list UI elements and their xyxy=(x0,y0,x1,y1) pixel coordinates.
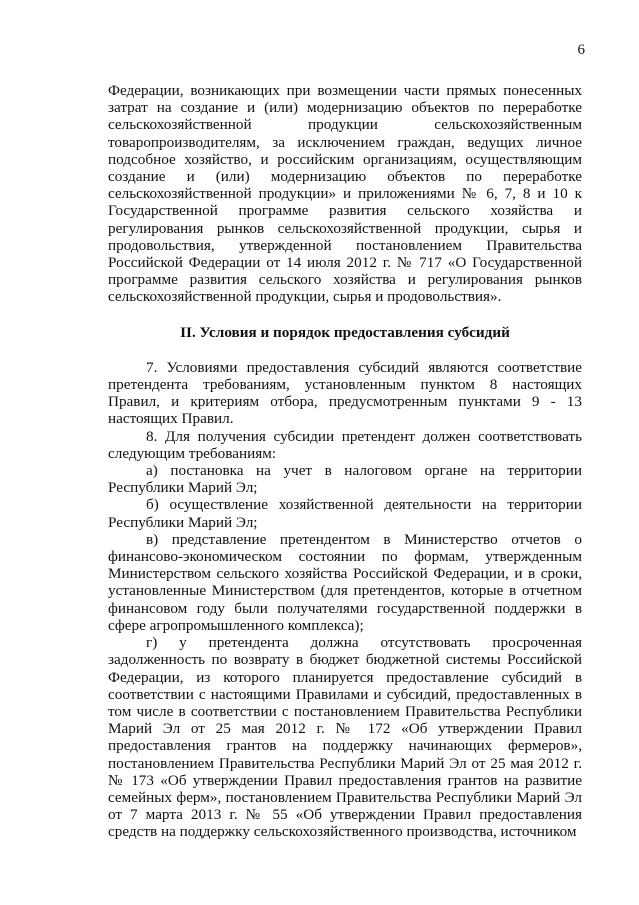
paragraph-8: 8. Для получения субсидии претендент должен соответствовать следующим требованиям: xyxy=(108,427,582,462)
paragraph-7: 7. Условиями предоставления субсидий являются соответствие претендента требованиям, установленным пунктом 8 настоящих Правил, и критериям отбора, предусмотренным пунктами 9 - 13 настоящих Правил. xyxy=(108,358,582,428)
list-item-a: а) постановка на учет в налоговом органе на территории Республики Марий Эл; xyxy=(108,462,582,497)
list-item-b: б) осуществление хозяйственной деятельности на территории Республики Марий Эл; xyxy=(108,496,582,531)
section-heading: II. Условия и порядок предоставления субсидий xyxy=(180,323,510,341)
page-number: 6 xyxy=(577,42,585,58)
document-body xyxy=(108,82,582,841)
list-item-v: в) представление претендентом в Министерство отчетов о финансово-экономическом состоянии по формам, утвержденным Министерством сельского хозяйства Российской Федерации, и в сроки, установленные Министерством (для претендентов, которые в отчетном финансовом году были получателями государственной поддержки в сфере агропромышленного комплекса); xyxy=(108,530,582,634)
list-item-g: г) у претендента должна отсутствовать просроченная задолженность по возврату в бюджет бюджетной системы Российской Федерации, из которого планируется предоставление субсидий в соответствии с настоящими Правилами и субсидий, предоставленных в том числе в соответствии с постановлением Правительства Республики Марий Эл от 25 мая 2012 г. № 172 «Об утверждении Правил предоставления грантов на поддержку начинающих фермеров», постановлением Правительства Республики Марий Эл от 25 мая 2012 г. № 173 «Об утверждении Правил предоставления грантов на развитие семейных ферм», постановлением Правительства Республики Марий Эл от 7 марта 2013 г. № 55 «Об утверждении Правил предоставления средств на поддержку сельскохозяйственного производства, источником xyxy=(108,634,582,841)
paragraph-intro: Федерации, возникающих при возмещении части прямых понесенных затрат на создание и (или) модернизацию объектов по переработке сельскохозяйственной продукции сельскохозяйственным товаропроизводителям, за исключением граждан, ведущих личное подсобное хозяйство, и российским организациям, осуществляющим создание и (или) модернизацию объектов по переработке сельскохозяйственной продукции» и приложениями № 6, 7, 8 и 10 к Государственной программе развития сельского хозяйства и регулирования рынков сельскохозяйственной продукции, сырья и продовольствия, утвержденной постановлением Правительства Российской Федерации от 14 июля 2012 г. № 717 «О Государственной программе развития сельского хозяйства и регулирования рынков сельскохозяйственной продукции, сырья и продовольствия». xyxy=(108,82,582,306)
